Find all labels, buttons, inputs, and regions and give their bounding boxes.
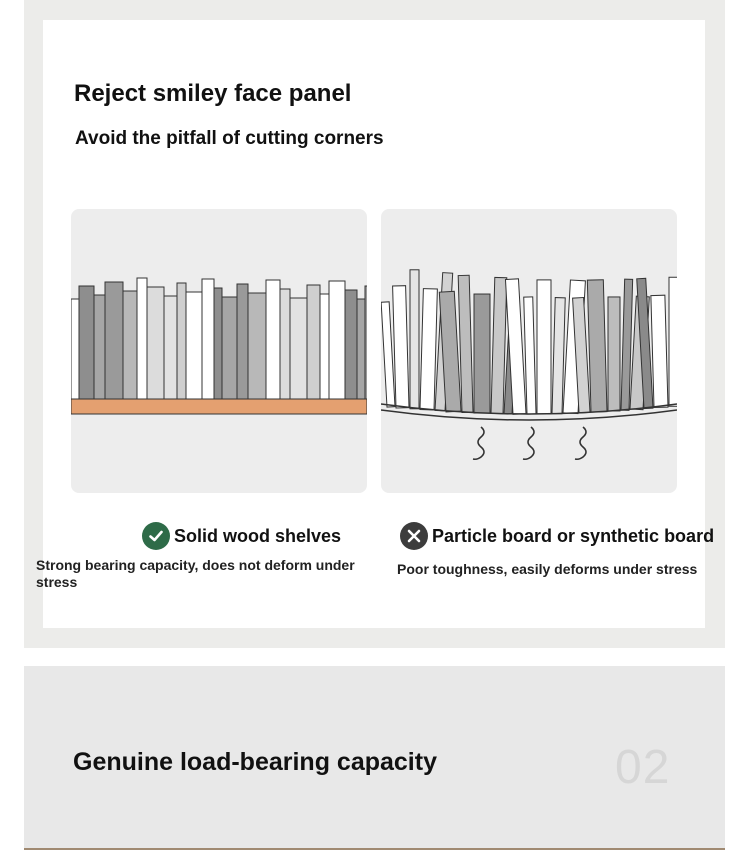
book <box>266 280 280 399</box>
section-number: 02 <box>615 741 671 794</box>
book <box>222 297 237 399</box>
book <box>79 286 94 399</box>
book <box>202 279 214 399</box>
book <box>537 280 551 414</box>
book <box>248 293 266 399</box>
book <box>214 288 222 399</box>
book-group <box>474 294 490 413</box>
stress-wave-icon <box>473 427 484 459</box>
particle-board-label: Particle board or synthetic board <box>432 525 715 546</box>
solid-wood-caption <box>142 522 341 550</box>
book <box>186 292 202 399</box>
book-group <box>587 280 607 412</box>
book <box>94 295 105 399</box>
book <box>669 277 677 406</box>
book <box>474 294 490 413</box>
book <box>105 282 123 399</box>
book <box>290 298 307 399</box>
book <box>365 286 367 399</box>
book-group <box>524 297 536 414</box>
book <box>280 289 290 399</box>
book <box>524 297 536 414</box>
book <box>177 283 186 399</box>
book <box>71 299 79 399</box>
book-group <box>608 297 620 411</box>
book-group <box>420 289 437 410</box>
book <box>164 296 177 399</box>
particle-board-shelf-drawing <box>381 209 677 493</box>
particle-board-caption <box>400 522 714 550</box>
book-group <box>552 298 565 414</box>
book <box>237 284 248 399</box>
solid-wood-illustration <box>71 209 367 493</box>
book <box>137 278 147 399</box>
check-circle-icon <box>142 522 170 550</box>
book <box>420 289 437 410</box>
x-circle-icon <box>400 522 428 550</box>
book-group <box>410 270 419 409</box>
section-title: Genuine load-bearing capacity <box>73 748 437 776</box>
book <box>320 294 329 399</box>
book <box>147 287 164 399</box>
stress-wave-icon <box>523 427 534 459</box>
book-group <box>651 295 668 407</box>
solid-wood-shelf <box>71 399 367 414</box>
book <box>552 298 565 414</box>
book <box>123 291 137 399</box>
book <box>587 280 607 412</box>
book <box>651 295 668 407</box>
book-group <box>669 277 677 406</box>
stress-wave-icon <box>575 427 586 459</box>
book <box>357 299 365 399</box>
book-group <box>537 280 551 414</box>
book <box>608 297 620 411</box>
particle-board-description: Poor toughness, easily deforms under stress <box>397 561 698 577</box>
solid-wood-shelf-drawing <box>71 209 367 493</box>
page-title: Reject smiley face panel <box>74 80 352 107</box>
book <box>381 302 395 407</box>
solid-wood-label: Solid wood shelves <box>174 525 342 546</box>
book-group <box>491 277 507 413</box>
page-subtitle: Avoid the pitfall of cutting corners <box>75 128 384 149</box>
particle-board-illustration <box>381 209 677 493</box>
solid-wood-description: Strong bearing capacity, does not deform under stress <box>36 557 355 590</box>
book <box>345 290 357 399</box>
book <box>393 286 409 408</box>
book <box>491 277 507 413</box>
book <box>329 281 345 399</box>
book-group <box>393 286 409 408</box>
book <box>307 285 320 399</box>
book-group <box>381 302 395 407</box>
book <box>410 270 419 409</box>
